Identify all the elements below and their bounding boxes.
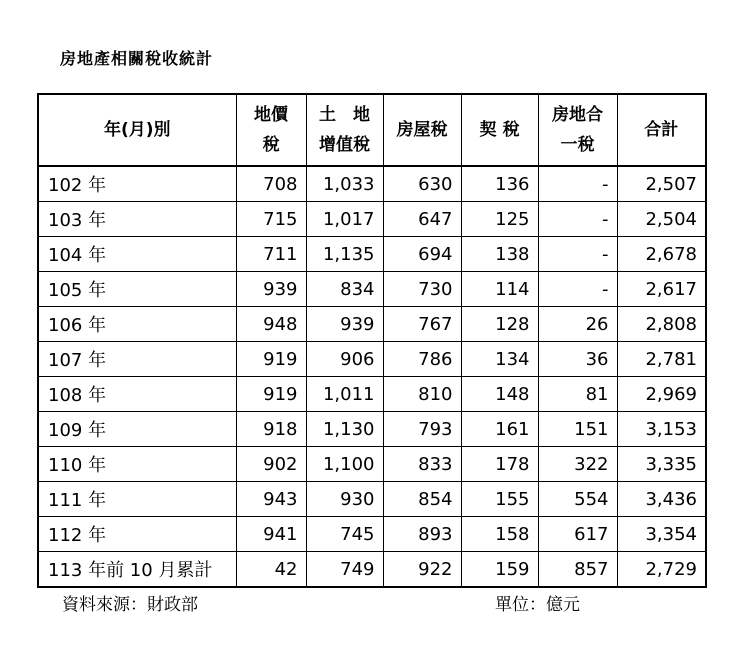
table-row <box>38 552 706 588</box>
cell-house-tax: 767 <box>383 307 461 342</box>
cell-deed-tax: 158 <box>461 517 538 552</box>
cell-period: 102 年 <box>38 166 236 202</box>
header-total: 合計 <box>617 94 706 166</box>
header-land-vat-line2: 增值稅 <box>319 135 370 155</box>
cell-land-value-tax: 941 <box>236 517 306 552</box>
cell-land-vat: 930 <box>306 482 383 517</box>
cell-total: 3,436 <box>617 482 706 517</box>
cell-period: 105 年 <box>38 272 236 307</box>
source-note: 資料來源：財政部 <box>62 595 198 615</box>
header-land-value-tax-line1: 地價 <box>254 105 288 125</box>
table-row <box>38 377 706 412</box>
cell-land-vat: 1,033 <box>306 166 383 202</box>
table-row <box>38 166 706 202</box>
cell-total: 3,354 <box>617 517 706 552</box>
cell-period: 104 年 <box>38 237 236 272</box>
cell-land-vat: 1,130 <box>306 412 383 447</box>
cell-total: 2,781 <box>617 342 706 377</box>
header-land-vat-line1: 土 地 <box>319 105 370 125</box>
cell-land-value-tax: 943 <box>236 482 306 517</box>
header-unified-tax-line1: 房地合 <box>552 105 603 125</box>
cell-unified-tax: 554 <box>538 482 617 517</box>
cell-land-vat: 939 <box>306 307 383 342</box>
header-deed-tax: 契 稅 <box>461 94 538 166</box>
cell-total: 2,617 <box>617 272 706 307</box>
cell-land-value-tax: 902 <box>236 447 306 482</box>
cell-land-vat: 906 <box>306 342 383 377</box>
unit-note: 單位：億元 <box>495 595 580 615</box>
cell-period: 113 年前 10 月累計 <box>38 552 236 588</box>
cell-deed-tax: 136 <box>461 166 538 202</box>
cell-land-vat: 1,017 <box>306 202 383 237</box>
cell-land-value-tax: 918 <box>236 412 306 447</box>
cell-land-value-tax: 708 <box>236 166 306 202</box>
cell-deed-tax: 114 <box>461 272 538 307</box>
cell-land-vat: 834 <box>306 272 383 307</box>
header-period: 年(月)別 <box>38 94 236 166</box>
cell-period: 107 年 <box>38 342 236 377</box>
cell-house-tax: 833 <box>383 447 461 482</box>
cell-total: 3,335 <box>617 447 706 482</box>
cell-total: 2,969 <box>617 377 706 412</box>
cell-unified-tax: - <box>538 166 617 202</box>
header-land-value-tax-line2: 稅 <box>262 135 280 155</box>
header-row <box>38 94 706 166</box>
table-row <box>38 237 706 272</box>
cell-deed-tax: 178 <box>461 447 538 482</box>
cell-house-tax: 854 <box>383 482 461 517</box>
cell-deed-tax: 161 <box>461 412 538 447</box>
cell-land-vat: 1,100 <box>306 447 383 482</box>
cell-house-tax: 694 <box>383 237 461 272</box>
cell-period: 103 年 <box>38 202 236 237</box>
cell-land-value-tax: 711 <box>236 237 306 272</box>
cell-total: 2,678 <box>617 237 706 272</box>
cell-unified-tax: - <box>538 202 617 237</box>
cell-land-value-tax: 919 <box>236 377 306 412</box>
cell-unified-tax: 151 <box>538 412 617 447</box>
cell-period: 112 年 <box>38 517 236 552</box>
cell-house-tax: 647 <box>383 202 461 237</box>
cell-unified-tax: 322 <box>538 447 617 482</box>
cell-land-vat: 1,135 <box>306 237 383 272</box>
cell-land-value-tax: 919 <box>236 342 306 377</box>
cell-deed-tax: 138 <box>461 237 538 272</box>
cell-deed-tax: 148 <box>461 377 538 412</box>
cell-land-vat: 1,011 <box>306 377 383 412</box>
cell-unified-tax: 26 <box>538 307 617 342</box>
cell-house-tax: 922 <box>383 552 461 588</box>
cell-period: 111 年 <box>38 482 236 517</box>
cell-deed-tax: 125 <box>461 202 538 237</box>
table-row <box>38 342 706 377</box>
cell-land-value-tax: 948 <box>236 307 306 342</box>
cell-land-value-tax: 939 <box>236 272 306 307</box>
table-row <box>38 202 706 237</box>
cell-house-tax: 793 <box>383 412 461 447</box>
cell-total: 3,153 <box>617 412 706 447</box>
table-title: 房地產相關稅收統計 <box>60 49 214 68</box>
cell-unified-tax: 81 <box>538 377 617 412</box>
cell-unified-tax: 857 <box>538 552 617 588</box>
cell-period: 106 年 <box>38 307 236 342</box>
cell-house-tax: 810 <box>383 377 461 412</box>
cell-total: 2,729 <box>617 552 706 588</box>
header-land-vat <box>306 94 383 166</box>
cell-land-vat: 745 <box>306 517 383 552</box>
cell-deed-tax: 134 <box>461 342 538 377</box>
table-row <box>38 272 706 307</box>
cell-unified-tax: 617 <box>538 517 617 552</box>
table-row <box>38 482 706 517</box>
cell-unified-tax: - <box>538 272 617 307</box>
cell-period: 110 年 <box>38 447 236 482</box>
table-row <box>38 447 706 482</box>
table-row <box>38 517 706 552</box>
cell-total: 2,507 <box>617 166 706 202</box>
cell-deed-tax: 128 <box>461 307 538 342</box>
cell-period: 109 年 <box>38 412 236 447</box>
cell-land-value-tax: 42 <box>236 552 306 588</box>
header-unified-tax-line2: 一稅 <box>560 135 595 155</box>
table-row <box>38 307 706 342</box>
tax-revenue-table <box>37 93 707 588</box>
cell-land-vat: 749 <box>306 552 383 588</box>
cell-period: 108 年 <box>38 377 236 412</box>
cell-total: 2,808 <box>617 307 706 342</box>
cell-house-tax: 893 <box>383 517 461 552</box>
cell-deed-tax: 155 <box>461 482 538 517</box>
header-land-value-tax <box>236 94 306 166</box>
table-row <box>38 412 706 447</box>
cell-unified-tax: - <box>538 237 617 272</box>
cell-land-value-tax: 715 <box>236 202 306 237</box>
cell-deed-tax: 159 <box>461 552 538 588</box>
header-unified-tax <box>538 94 617 166</box>
cell-house-tax: 786 <box>383 342 461 377</box>
cell-unified-tax: 36 <box>538 342 617 377</box>
cell-house-tax: 730 <box>383 272 461 307</box>
cell-total: 2,504 <box>617 202 706 237</box>
header-house-tax: 房屋稅 <box>383 94 461 166</box>
table-body <box>38 166 706 587</box>
cell-house-tax: 630 <box>383 166 461 202</box>
